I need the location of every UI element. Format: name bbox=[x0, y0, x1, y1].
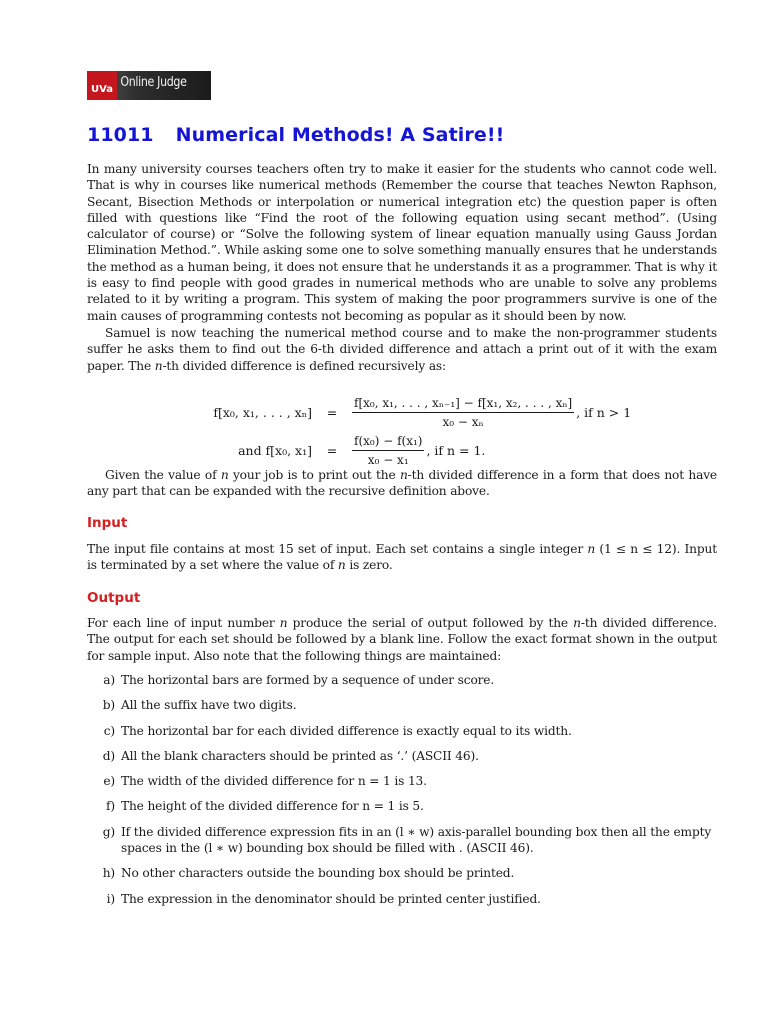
list-item: e) The width of the divided difference for n = 1 is 13. bbox=[103, 774, 427, 789]
input-paragraph: The input file contains at most 15 set of input. Each set contains a single integer n (1 ≤ n ≤ 12). Input is terminated by a set where the value of n is zero. bbox=[87, 542, 717, 573]
formula-lhs: f[x₀, x₁, . . . , xₙ] bbox=[213, 405, 312, 420]
formula-fraction bbox=[352, 434, 424, 467]
output-paragraph: For each line of input number n produce the serial of output followed by the n-th divided difference. The output for each set should be followed by a blank line. Follow the exact format shown in the output for sample input. Also note that the following things are maintained: bbox=[87, 616, 717, 663]
problem-name: Numerical Methods! A Satire!! bbox=[175, 124, 505, 146]
list-item: f) The height of the divided difference for n = 1 is 5. bbox=[106, 799, 424, 814]
intro-paragraph: In many university courses teachers often try to make it easier for the students who cannot code well. That is why in courses like numerical methods (Remember the course that teaches Newton Raphson, Secant, Bisection Methods or interpolation or numerical integration etc) the question paper is often filled with questions like “Find the root of the following equation using secant method”. (Using calculator of course) or “Solve the following system of linear equation manually using Gauss Jordan Elimination Method.”. While asking some one to solve something manually ensures that he understands the method as a human being, it does not ensure that he understands it as a programmer. That is why it is easy to find people with good grades in numerical methods who are unable to solve any problems related to it by writing a program. This system of making the poor programmers survive is one of the main causes of programming contests not becoming as popular as it should been by now. bbox=[87, 162, 717, 323]
output-heading: Output bbox=[87, 590, 141, 606]
uva-online-judge-logo bbox=[87, 71, 211, 100]
samuel-paragraph: Samuel is now teaching the numerical method course and to make the non-programmer students suffer he asks them to find out the 6-th divided difference and attach a print out of it with the exam paper. The n-th divided difference is defined recursively as: bbox=[87, 326, 717, 373]
formula-row-general bbox=[87, 396, 631, 429]
problem-number: 11011 bbox=[87, 124, 154, 146]
problem-title bbox=[87, 124, 504, 146]
formula-condition: , if n = 1. bbox=[426, 443, 486, 458]
formula-fraction bbox=[352, 396, 574, 429]
list-item: d) All the blank characters should be printed as ‘.’ (ASCII 46). bbox=[102, 748, 479, 763]
list-item: a) The horizontal bars are formed by a sequence of under score. bbox=[103, 673, 495, 687]
output-rules-list bbox=[87, 672, 717, 907]
fraction-denominator: x₀ − x₁ bbox=[367, 453, 409, 467]
formula-condition: , if n > 1 bbox=[576, 405, 632, 420]
list-item: c) The horizontal bar for each divided difference is exactly equal to its width. bbox=[103, 723, 572, 738]
equals-sign: = bbox=[326, 405, 338, 420]
fraction-numerator: f(x₀) − f(x₁) bbox=[352, 434, 424, 451]
input-heading: Input bbox=[87, 515, 128, 531]
fraction-denominator: x₀ − xₙ bbox=[442, 415, 484, 429]
logo-badge: UVa bbox=[87, 71, 117, 100]
equals-sign: = bbox=[326, 443, 338, 458]
list-item: i) The expression in the denominator should be printed center justified. bbox=[106, 891, 541, 906]
formula-lhs: and f[x₀, x₁] bbox=[238, 443, 312, 458]
list-item: h) No other characters outside the bounding box should be printed. bbox=[102, 866, 515, 881]
fraction-numerator: f[x₀, x₁, . . . , xₙ₋₁] − f[x₁, x₂, . . . , xₙ] bbox=[352, 396, 574, 413]
formula-row-base bbox=[87, 434, 485, 467]
logo-text: Online Judge bbox=[120, 75, 187, 90]
list-item: b) All the suffix have two digits. bbox=[102, 698, 297, 713]
given-paragraph: Given the value of n your job is to print out the n-th divided difference in a form that does not have any part that can be expanded with the recursive definition above. bbox=[87, 468, 717, 499]
list-item: g) If the divided difference expression fits in an (l ∗ w) axis-parallel bounding box then all the empty spaces in the (l ∗ w) bounding box should be filled with . (ASCII 46). bbox=[102, 824, 712, 856]
